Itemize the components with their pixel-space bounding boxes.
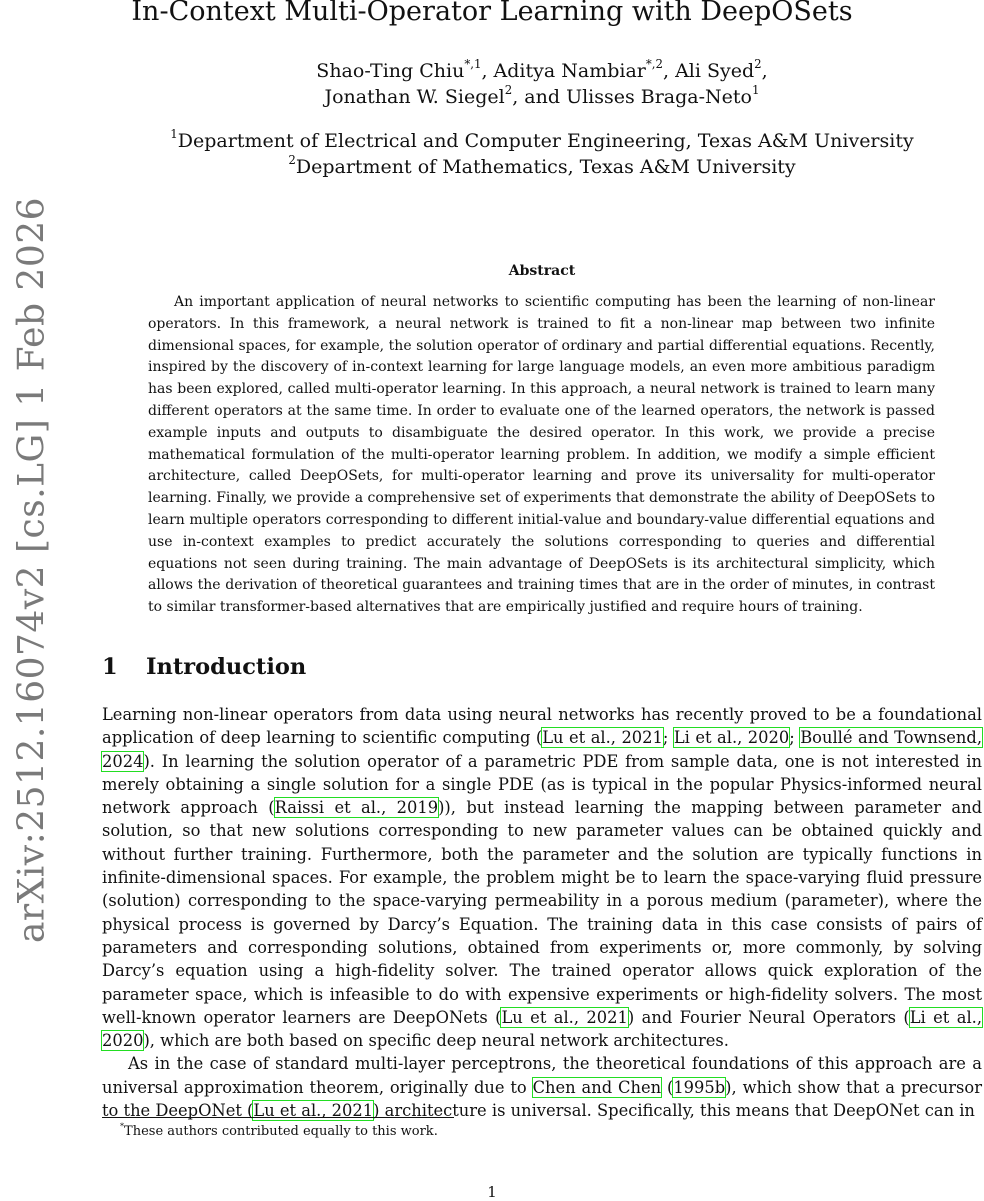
- footnote-mark: *: [120, 1121, 125, 1131]
- citation-link[interactable]: Raissi et al., 2019: [274, 798, 439, 818]
- citation-link[interactable]: Lu et al., 2021: [542, 728, 663, 748]
- section-heading: [102, 654, 306, 680]
- affiliation-mark: 2: [288, 153, 296, 168]
- affiliation: [100, 154, 984, 180]
- citation-link[interactable]: Li et al., 2020: [102, 1007, 983, 1051]
- paragraph-text: )), but instead learning the mapping between parameter and solution, so that new solutions corresponding to new parameter values can be obtained quickly and without further training. Furthermore, both the parameter and the solution are typically functions in infinite-dimensional spaces. For example, the problem might be to learn the space-varying fluid pressure (solution) corresponding to the space-varying permeability in a porous medium (parameter), where the physical process is governed by Darcy’s Equation. The training data in this case consists of pairs of parameters and corresponding solutions, obtained from experiments or, more commonly, by solving Darcy’s equation using a high-fidelity solver. The trained operator allows quick exploration of the parameter space, which is infeasible to do with expensive experiments or high-fidelity solvers. The most well-known operator learners are DeepONets (: [102, 798, 983, 1027]
- citation-link[interactable]: Lu et al., 2021: [253, 1101, 374, 1121]
- author-name: Shao-Ting Chiu: [316, 60, 465, 82]
- affiliation-mark: 1: [170, 127, 178, 142]
- section-number: 1: [102, 654, 118, 680]
- author-name: Aditya Nambiar: [493, 60, 646, 82]
- section-body: [102, 703, 982, 1122]
- citation-link[interactable]: Lu et al., 2021: [501, 1007, 628, 1027]
- affiliation: [100, 128, 984, 154]
- citation-link[interactable]: Li et al., 2020: [673, 728, 790, 748]
- author-name: Ali Syed: [675, 60, 755, 82]
- paragraph-text: (: [661, 1077, 674, 1097]
- body-paragraph: [102, 1052, 982, 1122]
- author-line-2: [100, 84, 984, 110]
- footnote: [120, 1121, 438, 1139]
- author-name: Ulisses Braga-Neto: [566, 86, 752, 108]
- author-separator: , and: [512, 86, 567, 108]
- section-title: Introduction: [146, 654, 307, 680]
- author-separator: ,: [481, 60, 494, 82]
- citation-link[interactable]: 1995b: [673, 1077, 726, 1097]
- paragraph-text: As in the case of standard multi-layer perceptrons, the theoretical foundations of this approach are a universal approximation theorem, originally due to: [102, 1054, 982, 1097]
- arxiv-identifier: arXiv:2512.16074v2 [cs.LG] 1 Feb 2026: [11, 196, 53, 944]
- footnote-text: These authors contributed equally to this work.: [124, 1124, 438, 1139]
- author-affiliation-mark: 2: [504, 83, 513, 98]
- footnote-divider: [102, 1117, 454, 1118]
- paragraph-text: ) and Fourier Neural Operators (: [627, 1007, 910, 1027]
- author-list: [100, 58, 984, 110]
- paragraph-text: ) architecture is universal. Specifically, this means that DeepONet can in: [373, 1101, 975, 1121]
- paragraph-text: ;: [662, 728, 674, 748]
- citation-link[interactable]: Boullé and Townsend, 2024: [102, 728, 982, 771]
- paragraph-text: ;: [789, 728, 801, 748]
- author-affiliation-mark: 2: [754, 57, 762, 72]
- paragraph-text: ). In learning the solution operator of a parametric PDE from sample data, one is not interested in merely obtaining a single solution for a single PDE (as is typical in the popular Physics-informed neural network approach (: [102, 751, 982, 818]
- author-line-1: [100, 58, 984, 84]
- paragraph-text: ), which show that a precursor to the DeepONet (: [102, 1077, 983, 1121]
- body-paragraph: [102, 703, 982, 1052]
- affiliation-text: Department of Electrical and Computer Engineering, Texas A&M University: [177, 130, 914, 152]
- author-separator: ,: [662, 60, 676, 82]
- author-affiliation-mark: *,2: [645, 57, 663, 72]
- author-name: Jonathan W. Siegel: [324, 86, 505, 108]
- affiliation-list: [100, 128, 984, 180]
- paragraph-text: Learning non-linear operators from data using neural networks has recently proved to be a foundational application of deep learning to scientific computing (: [102, 705, 982, 748]
- abstract-text: An important application of neural networks to scientific computing has been the learning of non-linear operators. In this framework, a neural network is trained to fit a non-linear map between two infinite dimensional spaces, for example, the solution operator of ordinary and partial differential equations. Recently, inspired by the discovery of in-context learning for large language models, an even more ambitious paradigm has been explored, called multi-operator learning. In this approach, a neural network is trained to learn many different operators at the same time. In order to evaluate one of the learned operators, the network is passed example inputs and outputs to disambiguate the desired operator. In this work, we provide a precise mathematical formulation of the multi-operator learning problem. In addition, we modify a simple efficient architecture, called DeepOSets, for multi-operator learning and prove its universality for multi-operator learning. Finally, we provide a comprehensive set of experiments that demonstrate the ability of DeepOSets to learn multiple operators corresponding to different initial-value and boundary-value differential equations and use in-context examples to predict accurately the solutions corresponding to queries and differential equations not seen during training. The main advantage of DeepOSets is its architectural simplicity, which allows the derivation of theoretical guarantees and training times that are in the order of minutes, in contrast to similar transformer-based alternatives that are empirically justified and require hours of training.: [148, 294, 935, 616]
- paragraph-text: ), which are both based on specific deep neural network architectures.: [143, 1031, 729, 1051]
- author-separator: ,: [761, 60, 768, 82]
- abstract-heading: Abstract: [508, 263, 576, 279]
- page-number: 1: [487, 1183, 497, 1201]
- author-affiliation-mark: 1: [752, 83, 760, 98]
- author-affiliation-mark: *,1: [464, 57, 482, 72]
- paper-title: In-Context Multi-Operator Learning with DeepOSets: [131, 0, 853, 27]
- citation-link[interactable]: Chen and Chen: [532, 1077, 662, 1097]
- affiliation-text: Department of Mathematics, Texas A&M University: [295, 156, 796, 178]
